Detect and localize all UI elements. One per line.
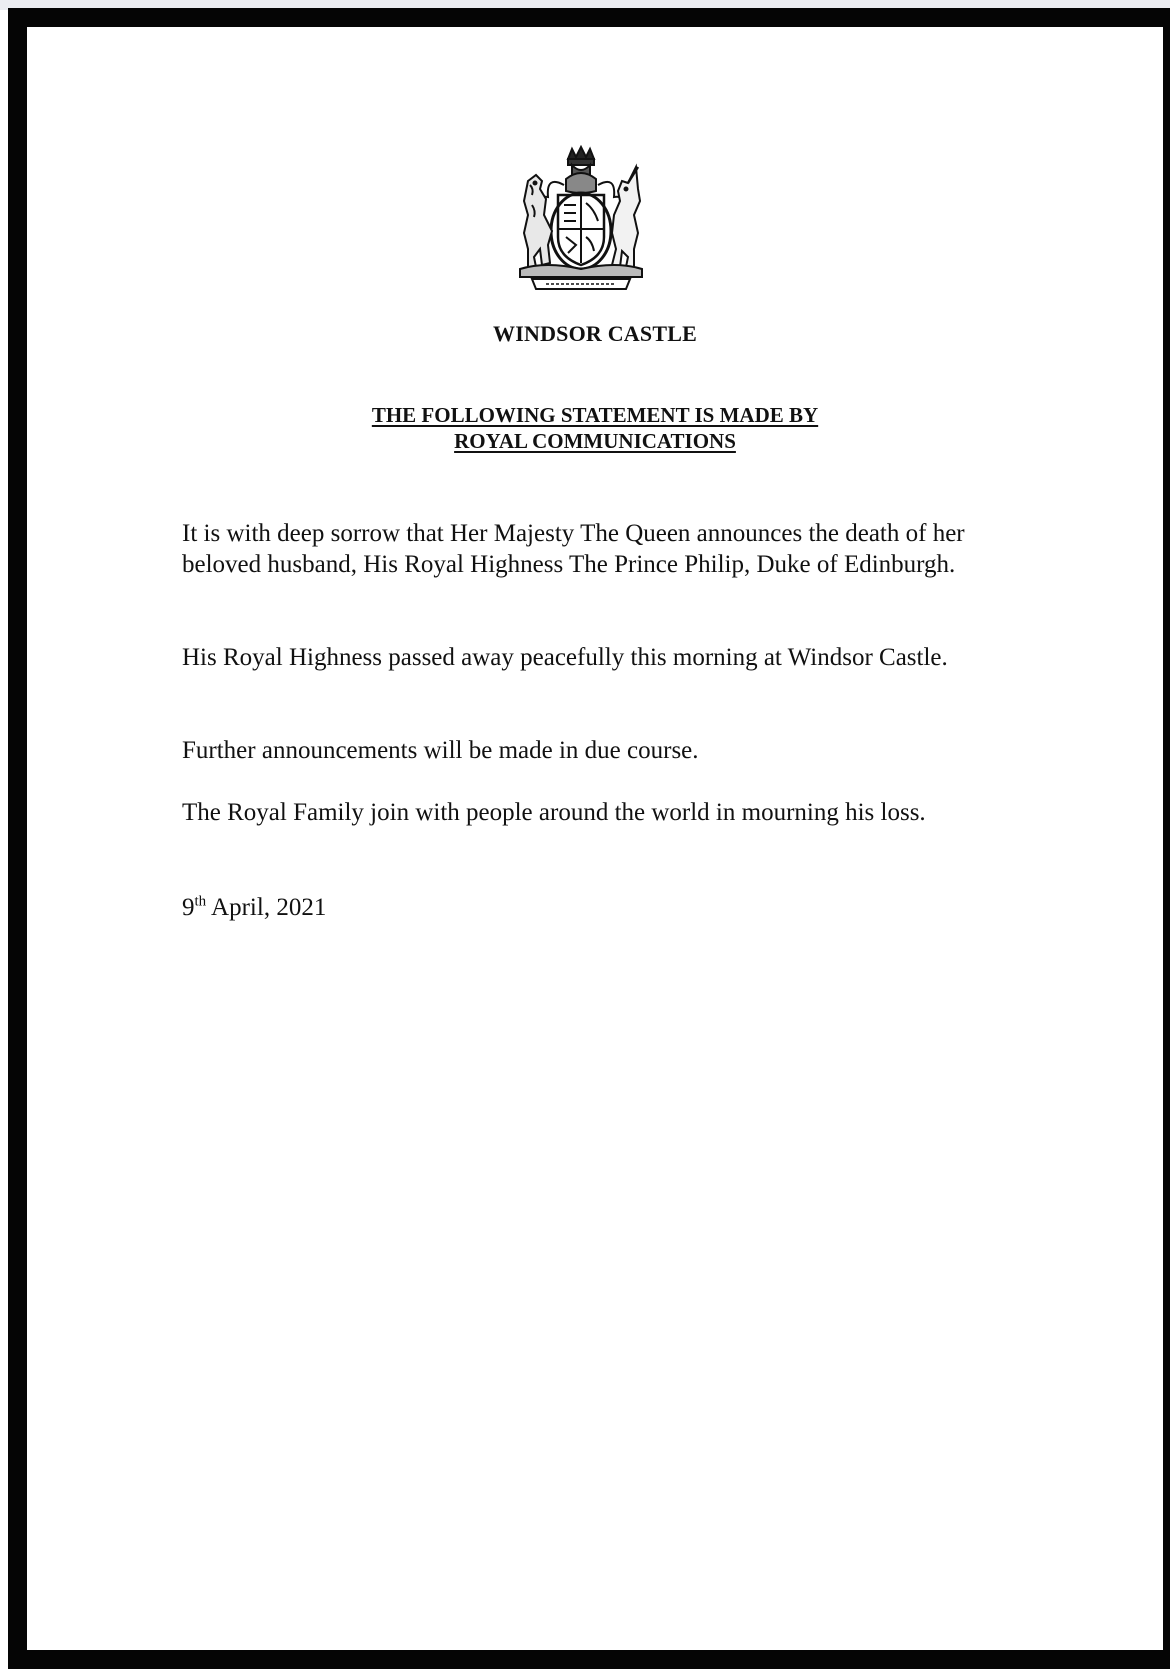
royal-coat-of-arms-icon xyxy=(506,145,656,293)
paragraph-mourning: The Royal Family join with people around the world in mourning his loss. xyxy=(182,799,926,826)
date-rest: April, 2021 xyxy=(206,894,327,921)
heading-line-2: ROYAL COMMUNICATIONS xyxy=(454,429,736,453)
paragraph-further-announcements: Further announcements will be made in due course. xyxy=(182,737,699,764)
paragraph-announcement: It is with deep sorrow that Her Majesty The Queen announces the death of her beloved husband, His Royal Highness The Prince Philip, Duke of Edinburgh. xyxy=(182,520,965,578)
location-title: WINDSOR CASTLE xyxy=(493,321,697,346)
date-suffix: th xyxy=(194,893,207,910)
statement-heading xyxy=(27,402,1163,454)
paragraph-passed-away: His Royal Highness passed away peacefully this morning at Windsor Castle. xyxy=(182,644,948,671)
date-day: 9 xyxy=(182,894,195,921)
statement-date xyxy=(182,892,972,923)
heading-line-1: THE FOLLOWING STATEMENT IS MADE BY xyxy=(371,403,819,427)
document-page xyxy=(8,8,1170,1669)
